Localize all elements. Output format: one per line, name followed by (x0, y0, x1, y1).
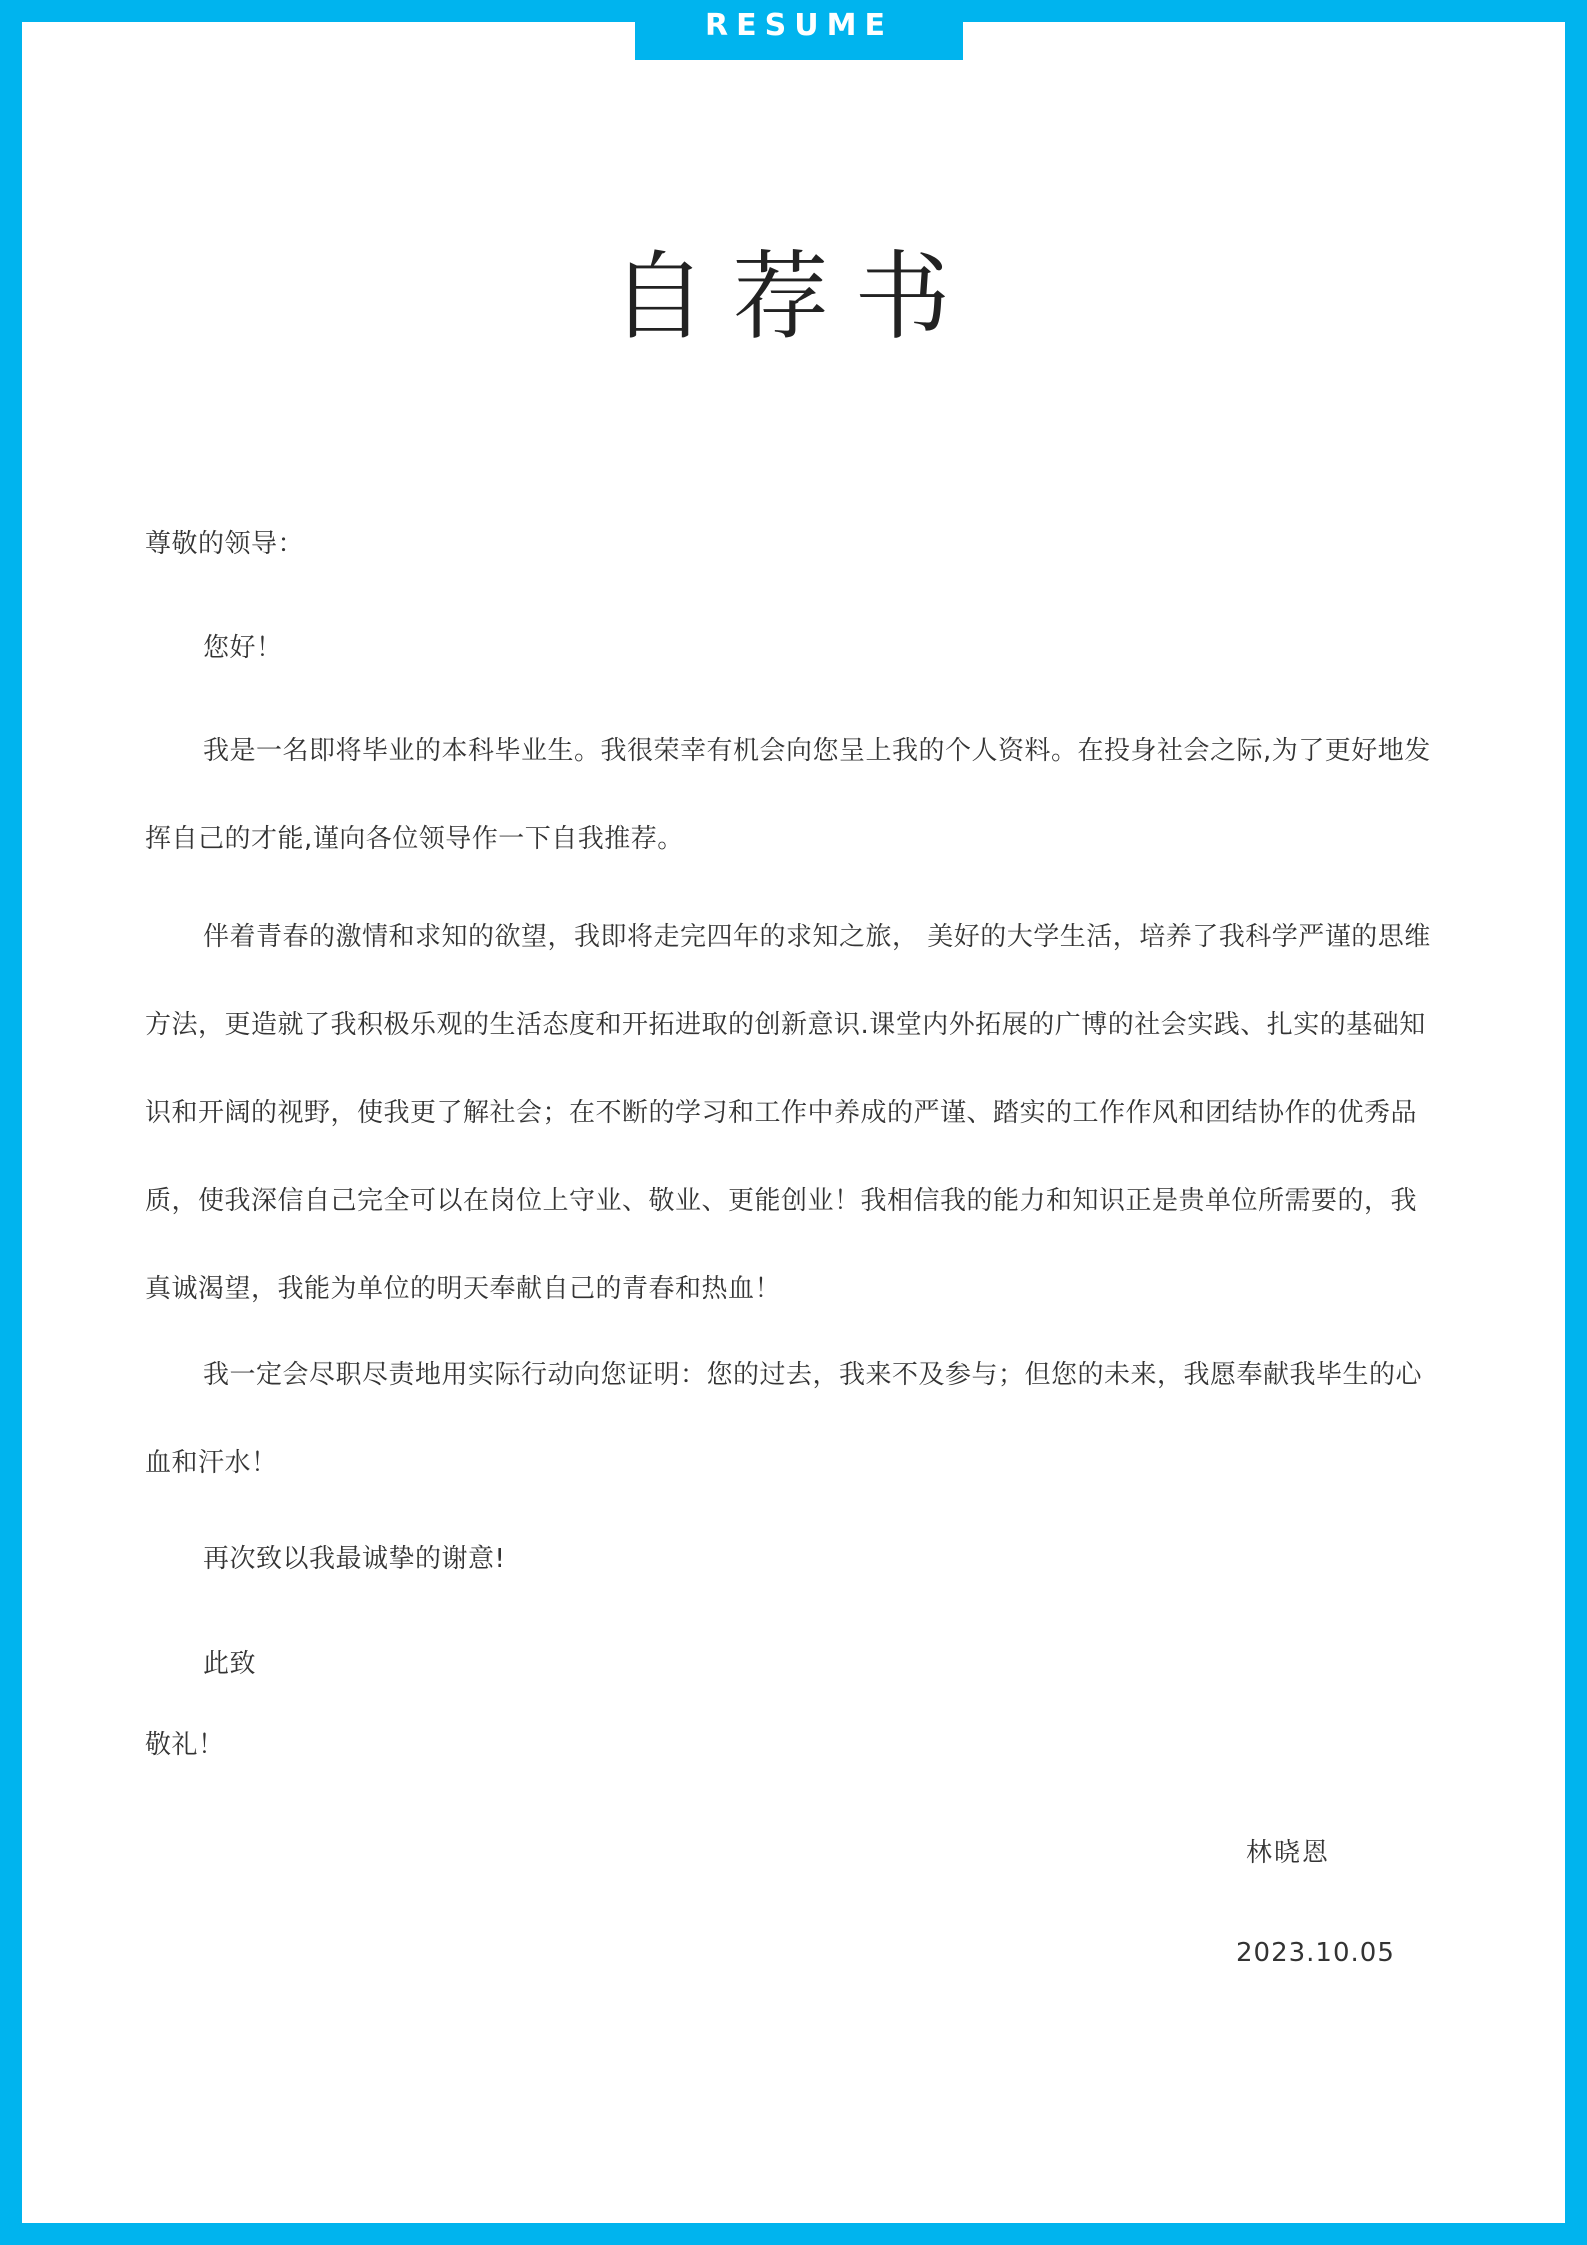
letter-paragraph-3: 我一定会尽职尽责地用实际行动向您证明：您的过去，我来不及参与；但您的未来，我愿奉献我毕生的心血和汗水！ (145, 1360, 1423, 1478)
letter-date: 2023.10.05 (1236, 1938, 1395, 1968)
letter-salutation: 尊敬的领导： (145, 529, 305, 559)
letter-paragraph-1: 我是一名即将毕业的本科毕业生。我很荣幸有机会向您呈上我的个人资料。在投身社会之际,为了更好地发挥自己的才能,谨向各位领导作一下自我推荐。 (145, 736, 1431, 854)
letter-thanks: 再次致以我最诚挚的谢意! (203, 1544, 506, 1574)
page-title: 自荐书 (610, 241, 977, 353)
signature-name: 林晓恩 (1246, 1838, 1331, 1868)
letter-paragraph-2: 伴着青春的激情和求知的欲望，我即将走完四年的求知之旅， 美好的大学生活，培养了我科学严谨的思维方法，更造就了我积极乐观的生活态度和开拓进取的创新意识.课堂内外拓展的广博的社会实践、扎实的基础知识和开阔的视野，使我更了解社会；在不断的学习和工作中养成的严谨、踏实的工作作风和团结协作的优秀品质，使我深信自己完全可以在岗位上守业、敬业、更能创业！我相信我的能力和知识正是贵单位所需要的，我真诚渴望，我能为单位的明天奉献自己的青春和热血！ (145, 922, 1431, 1304)
resume-header-tab: RESUME (635, 0, 963, 60)
letter-greeting: 您好！ (203, 633, 283, 663)
letter-closing-2: 敬礼！ (145, 1730, 225, 1760)
letter-closing-1: 此致 (203, 1649, 257, 1679)
